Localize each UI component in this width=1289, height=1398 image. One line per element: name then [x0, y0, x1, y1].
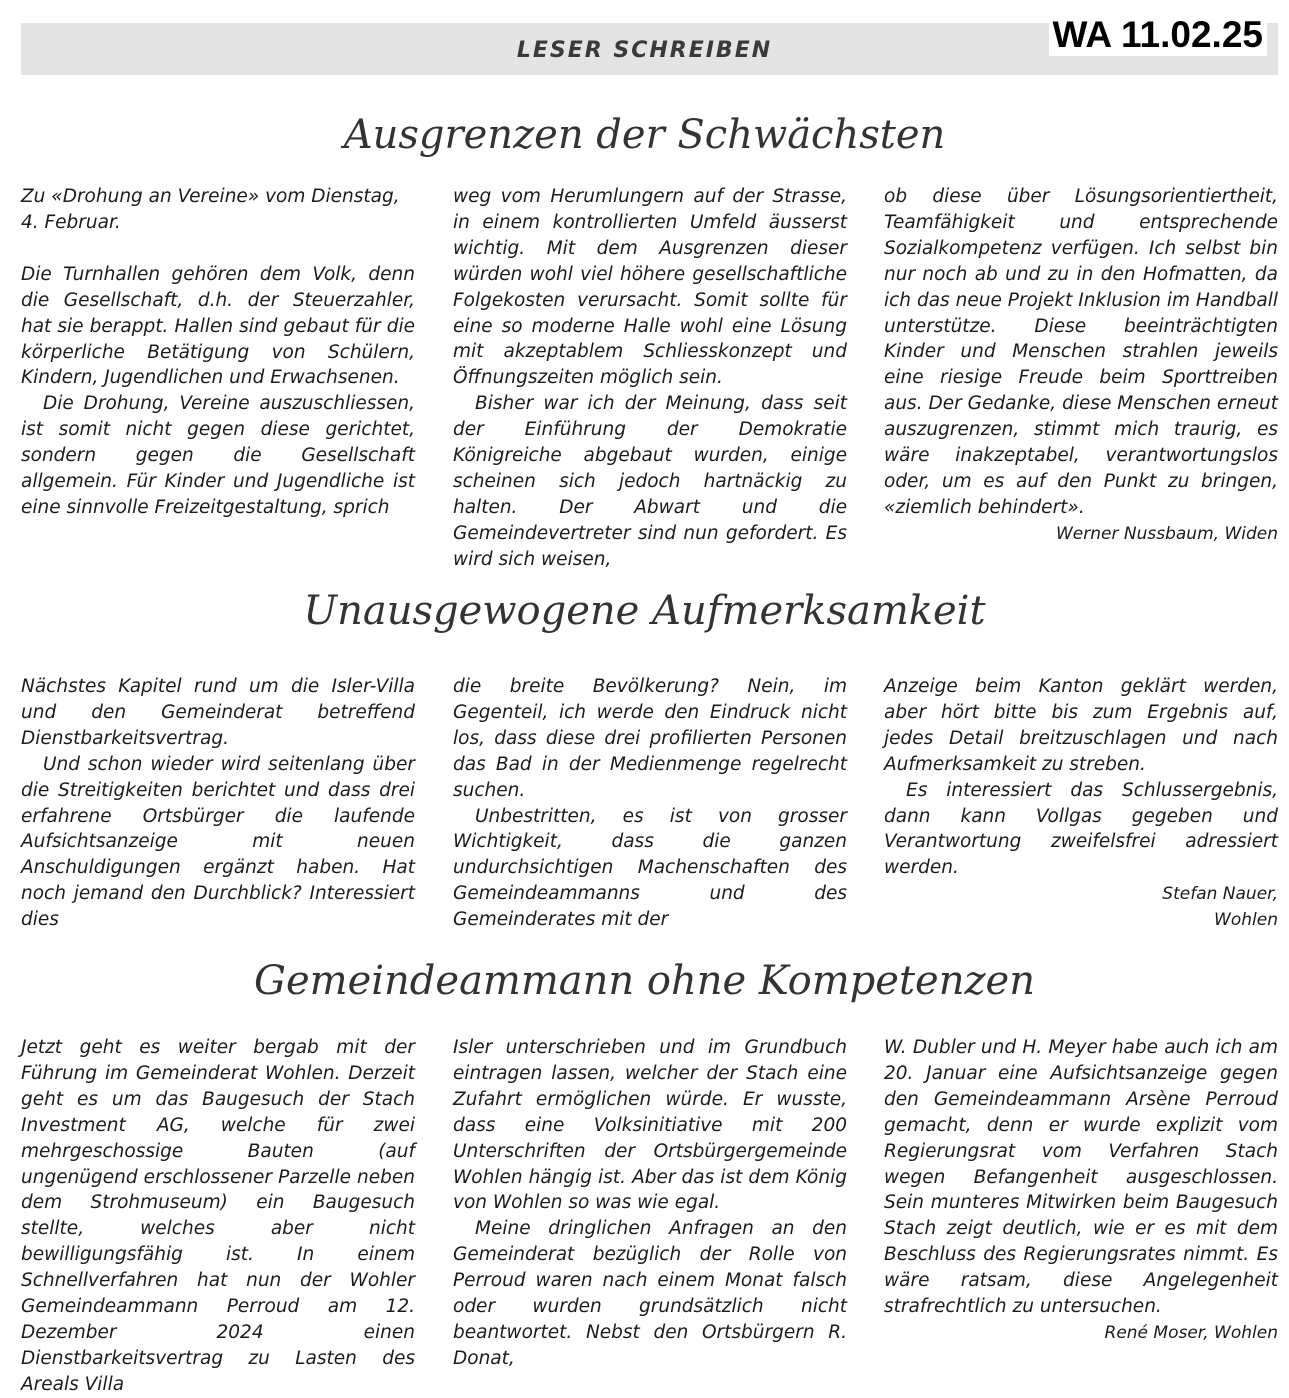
article-column: [21, 1035, 415, 1398]
article-paragraph: Isler unterschrieben und im Grundbuch eintragen lassen, welcher der Stach eine Zufahrt ermöglichen würde. Er wusste, dass eine Volksinitiative mit 200 Unterschriften der Ortsbürgergemeinde Wohlen hängig ist. Aber das ist dem König von Wohlen so was wie egal.: [453, 1037, 847, 1214]
article-paragraph: Jetzt geht es weiter bergab mit der Führung im Gemeinderat Wohlen. Derzeit geht es um das Baugesuch der Stach Investment AG, welche für zwei mehrgeschossige Bauten (auf ungenügend erschlossener Parzelle neben dem Strohmuseum) ein Baugesuch stellte, welches aber nicht bewilligungsfähig ist. In einem Schnellverfahren hat nun der Wohler Gemeindeammann Perroud am 12. Dezember 2024 einen Dienstbarkeitsvertrag zu Lasten des Areals Villa: [21, 1037, 415, 1395]
article-column: [453, 184, 847, 573]
author-location: Wohlen: [1214, 910, 1278, 931]
article-column: [21, 674, 415, 933]
article-paragraph: Die Drohung, Vereine auszuschliessen, ist somit nicht gegen diese gerichtet, sondern gegen die Gesellschaft allgemein. Für Kinder und Jugendliche ist eine sinnvolle Freizeitgestaltung, sprich: [21, 393, 415, 518]
article-paragraph: ob diese über Lösungsorientiertheit, Teamfähigkeit und entsprechende Sozialkompetenz verfügen. Ich selbst bin nur noch ab und zu in den Hofmatten, da ich das neue Projekt Inklusion im Handball unterstütze. Diese beeinträchtigten Kinder und Menschen strahlen jeweils eine riesige Freude beim Sporttreiben aus. Der Gedanke, diese Menschen erneut auszugrenzen, stimmt mich traurig, es wäre inakzeptabel, verantwortungslos oder, um es auf den Punkt zu bringen, «ziemlich behindert».: [884, 186, 1278, 518]
article-headline: Gemeindeammann ohne Kompetenzen: [254, 958, 1035, 1004]
author-signature: Stefan Nauer,: [1162, 884, 1278, 905]
article-column: [453, 1035, 847, 1372]
article-paragraph: Und schon wieder wird seitenlang über die Streitigkeiten berichtet und dass drei erfahrene Ortsbürger die laufende Aufsichtsanzeige mit neuen Anschuldigungen ergänzt haben. Hat noch jemand den Durchblick? Interessiert dies: [21, 753, 415, 931]
article-headline: Unausgewogene Aufmerksamkeit: [303, 588, 986, 634]
article-paragraph: weg vom Herumlungern auf der Strasse, in einem kontrollierten Umfeld äusserst wichtig. Mit dem Ausgrenzen dieser würden wohl viel höhere gesellschaftliche Folgekosten verursacht. Somit sollte für eine so moderne Halle wohl eine Lösung mit akzeptablem Schliesskonzept und Öffnungszeiten möglich sein.: [453, 186, 847, 389]
article-paragraph: Nächstes Kapitel rund um die Isler-Villa und den Gemeinderat betreffend Dienstbarkeitsvertrag.: [21, 676, 415, 749]
article-column: [884, 184, 1278, 547]
article-column: [884, 674, 1278, 933]
article-paragraph: Bisher war ich der Meinung, dass seit der Einführung der Demokratie Königreiche abgebaut wurden, einige scheinen sich jedoch hartnäckig zu halten. Der Abwart und die Gemeindevertreter sind nun gefordert. Es wird sich weisen,: [453, 393, 847, 570]
article-paragraph: Es interessiert das Schlussergebnis, dann kann Vollgas gegeben und Verantwortung zweifelsfrei adressiert werden.: [884, 779, 1278, 879]
author-signature: Werner Nussbaum, Widen: [1056, 523, 1278, 544]
section-label: LESER SCHREIBEN: [516, 38, 773, 63]
article-column: [453, 674, 847, 933]
article-paragraph: die breite Bevölkerung? Nein, im Gegenteil, ich werde den Eindruck nicht los, dass diese drei profilierten Personen das Bad in der Medienmenge regelrecht suchen.: [453, 676, 847, 801]
article-column: [884, 1035, 1278, 1346]
article-column: [21, 184, 415, 521]
article-paragraph: Unbestritten, es ist von grosser Wichtigkeit, dass die ganzen undurchsichtigen Machenschaften des Gemeindeammanns und des Gemeinderates mit der: [453, 805, 847, 931]
article-reference: Zu «Drohung an Vereine» vom Dienstag, 4. Februar.: [21, 186, 400, 233]
article-headline: Ausgrenzen der Schwächsten: [343, 112, 946, 158]
author-signature: René Moser, Wohlen: [1104, 1322, 1278, 1343]
article-paragraph: Anzeige beim Kanton geklärt werden, aber hört bitte bis zum Ergebnis auf, jedes Detail breitzuschlagen und nach Aufmerksamkeit zu streben.: [884, 676, 1278, 775]
article-paragraph: W. Dubler und H. Meyer habe auch ich am 20. Januar eine Aufsichtsanzeige gegen den Gemeindeammann Arsène Perroud gemacht, denn er wurde explizit vom Regierungsrat vom Verfahren Stach wegen Befangenheit ausgeschlossen. Sein munteres Mitwirken beim Baugesuch Stach zeigt deutlich, wie er es mit dem Beschluss des Regierungsrates nimmt. Es wäre ratsam, diese Angelegenheit strafrechtlich zu untersuchen.: [884, 1037, 1278, 1318]
article-paragraph: Meine dringlichen Anfragen an den Gemeinderat bezüglich der Rolle von Perroud waren nach einem Monat falsch oder wurden grundsätzlich nicht beantwortet. Nebst den Ortsbürgern R. Donat,: [453, 1218, 847, 1369]
date-stamp: WA 11.02.25: [1049, 14, 1268, 56]
article-paragraph: Die Turnhallen gehören dem Volk, denn die Gesellschaft, d.h. der Steuerzahler, hat sie berappt. Hallen sind gebaut für die körperliche Betätigung von Schülern, Kindern, Jugendlichen und Erwachsenen.: [21, 263, 415, 389]
